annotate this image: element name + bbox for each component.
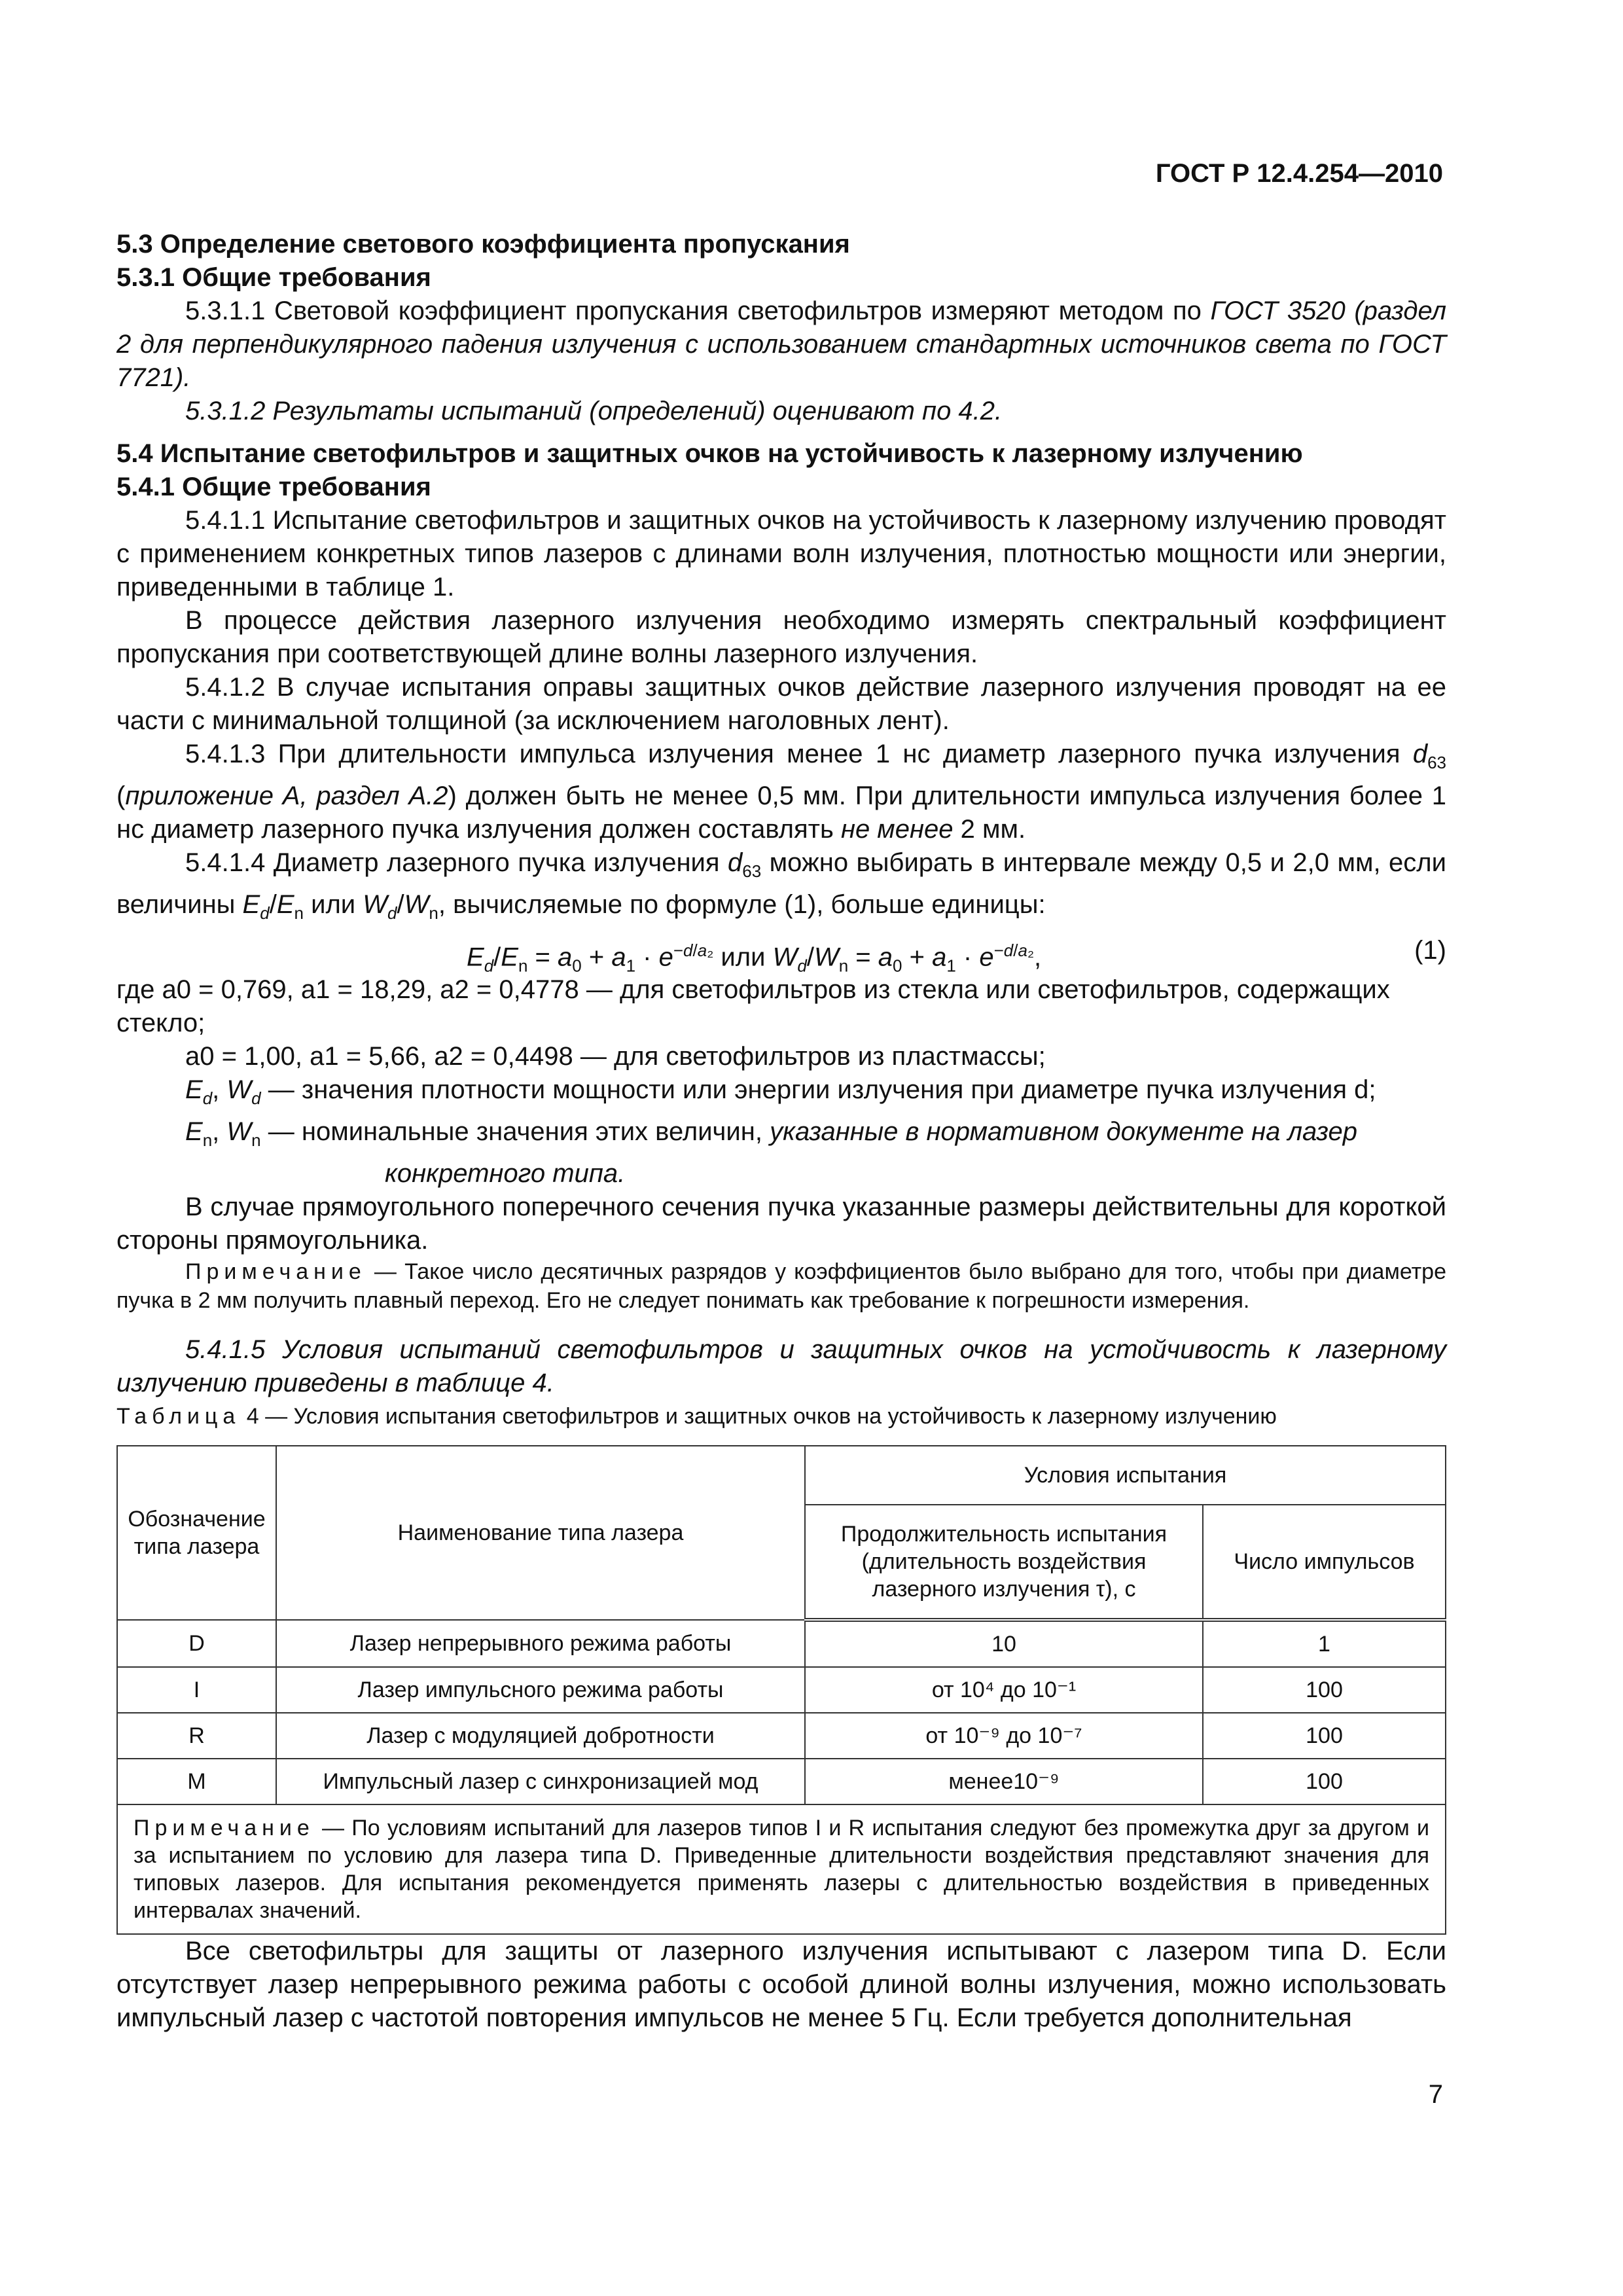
table-header-conditions: Условия испытания: [805, 1446, 1446, 1505]
formula-expression: $E_d/E_n = a_0 + a_1 \cdot e^{-d/a_2}$ или $W_d/W_n = a_0 + a_1 \cdot e^{-d/a_2}$,: [467, 941, 1042, 976]
paragraph-5-4-1-3: 5.4.1.3 При длительности импульса излучения менее 1 нс диаметр лазерного пучка излучения $d_{63}$ (приложение А, раздел А.2) должен быть не менее 0,5 мм. При длительности импульса излучения более 1 нс диаметр лазерного пучка излучения должен составлять не менее 2 мм.: [116, 740, 1446, 844]
table-header-type: Обозначение типа лазера: [117, 1446, 276, 1620]
document-header: ГОСТ Р 12.4.254—2010: [1155, 159, 1443, 188]
table-cell-duration: от 10⁴ до 10⁻¹: [805, 1667, 1203, 1713]
where-clause-plastic: a0 = 1,00, a1 = 5,66, a2 = 0,4498 — для светофильтров из пластмассы;: [185, 1042, 1046, 1071]
table-cell-code: R: [117, 1713, 276, 1759]
table-cell-code: M: [117, 1759, 276, 1804]
table-4-note: Примечание — По условиям испытаний для лазеров типов I и R испытания следуют без промежутка друг за другом и за испытанием по условию для лазера типа D. Приведенные длительности воздействия представляют значения для типовых лазеров. Для испытания рекомендуется применять лазеры с длительностью воздействия в приведенных интервалах значений.: [117, 1804, 1446, 1934]
formula-number: (1): [1414, 936, 1446, 965]
table-4: [116, 1445, 1446, 1935]
table-cell-code: D: [117, 1620, 276, 1667]
paragraph-5-4-1-1: 5.4.1.1 Испытание светофильтров и защитных очков на устойчивость к лазерному излучению проводят с применением конкретных типов лазеров с длинами волн излучения, плотностью мощности или энергии, приведенными в таблице 1.: [116, 506, 1446, 601]
subsection-heading-5-3-1: 5.3.1 Общие требования: [116, 263, 431, 292]
page-number: 7: [1428, 2080, 1443, 2109]
where-clause-ed-wd: $E_d$, $W_d$ — значения плотности мощности или энергии излучения при диаметре пучка излучения d;: [185, 1075, 1376, 1108]
table-header-name: Наименование типа лазера: [276, 1446, 805, 1620]
paragraph-after-table: Все светофильтры для защиты от лазерного излучения испытывают с лазером типа D. Если отсутствует лазер непрерывного режима работы с особой длиной волны излучения, можно использовать импульсный лазер с частотой повторения импульсов не менее 5 Гц. Если требуется дополнительная: [116, 1937, 1446, 2032]
table-cell-code: I: [117, 1667, 276, 1713]
paragraph-5-3-1-1: 5.3.1.1 Световой коэффициент пропускания светофильтров измеряют методом по ГОСТ 3520 (раздел 2 для перпендикулярного падения излучения с использованием стандартных источников света по ГОСТ 7721).: [116, 296, 1446, 392]
table-cell-pulses: 100: [1203, 1713, 1446, 1759]
section-heading-5-3: 5.3 Определение светового коэффициента пропускания: [116, 230, 850, 259]
document-body: [116, 228, 1446, 2035]
table-cell-duration: от 10⁻⁹ до 10⁻⁷: [805, 1713, 1203, 1759]
paragraph-5-4-1-5: 5.4.1.5 Условия испытаний светофильтров и защитных очков на устойчивость к лазерному излучению приведены в таблице 4.: [116, 1335, 1446, 1397]
table-row: [117, 1713, 1446, 1759]
paragraph-5-4-1-2: 5.4.1.2 В случае испытания оправы защитных очков действие лазерного излучения проводят на ее части с минимальной толщиной (за исключением наголовных лент).: [116, 673, 1446, 735]
formula-1: [116, 934, 1446, 976]
paragraph-5-4-1-4: 5.4.1.4 Диаметр лазерного пучка излучения $d_{63}$ можно выбирать в интервале между 0,5 и 2,0 мм, если величины $E_d/E_n$ или $W_d/W_n$, вычисляемые по формуле (1), больше единицы:: [116, 848, 1446, 923]
table-row: [117, 1759, 1446, 1804]
table-header-duration: Продолжительность испытания (длительность воздействия лазерного излучения τ), с: [805, 1505, 1203, 1620]
table-header-pulses: Число импульсов: [1203, 1505, 1446, 1620]
table-cell-pulses: 100: [1203, 1759, 1446, 1804]
table-cell-pulses: 1: [1203, 1620, 1446, 1667]
where-clause-glass: где a0 = 0,769, a1 = 18,29, a2 = 0,4778 — для светофильтров из стекла или светофильтров, содержащих стекло;: [116, 975, 1390, 1037]
table-cell-name: Лазер непрерывного режима работы: [276, 1620, 805, 1667]
table-cell-name: Лазер импульсного режима работы: [276, 1667, 805, 1713]
where-clause-en-wn: $E_n$, $W_n$ — номинальные значения этих величин, указанные в нормативном документе на лазер конкретного типа.: [185, 1117, 1358, 1188]
table-row: [117, 1667, 1446, 1713]
paragraph-rectangular-beam: В случае прямоугольного поперечного сечения пучка указанные размеры действительны для короткой стороны прямоугольника.: [116, 1193, 1446, 1255]
table-cell-name: Импульсный лазер с синхронизацией мод: [276, 1759, 805, 1804]
table-cell-duration: менее10⁻⁹: [805, 1759, 1203, 1804]
paragraph-5-3-1-2: 5.3.1.2 Результаты испытаний (определений) оценивают по 4.2.: [185, 397, 1003, 425]
note-coefficients: Примечание — Такое число десятичных разрядов у коэффициентов было выбрано для того, чтобы при диаметре пучка в 2 мм получить плавный переход. Его не следует понимать как требование к погрешности измерения.: [116, 1259, 1446, 1313]
table-cell-pulses: 100: [1203, 1667, 1446, 1713]
table-cell-name: Лазер с модуляцией добротности: [276, 1713, 805, 1759]
section-heading-5-4: 5.4 Испытание светофильтров и защитных очков на устойчивость к лазерному излучению: [116, 439, 1303, 468]
table-row: [117, 1620, 1446, 1667]
table-cell-duration: 10: [805, 1620, 1203, 1667]
table-4-title: Таблица 4 — Условия испытания светофильтров и защитных очков на устойчивость к лазерному излучению: [116, 1404, 1277, 1429]
subsection-heading-5-4-1: 5.4.1 Общие требования: [116, 473, 431, 501]
paragraph-5-4-1-1-b: В процессе действия лазерного излучения необходимо измерять спектральный коэффициент пропускания при соответствующей длине волны лазерного излучения.: [116, 606, 1446, 668]
